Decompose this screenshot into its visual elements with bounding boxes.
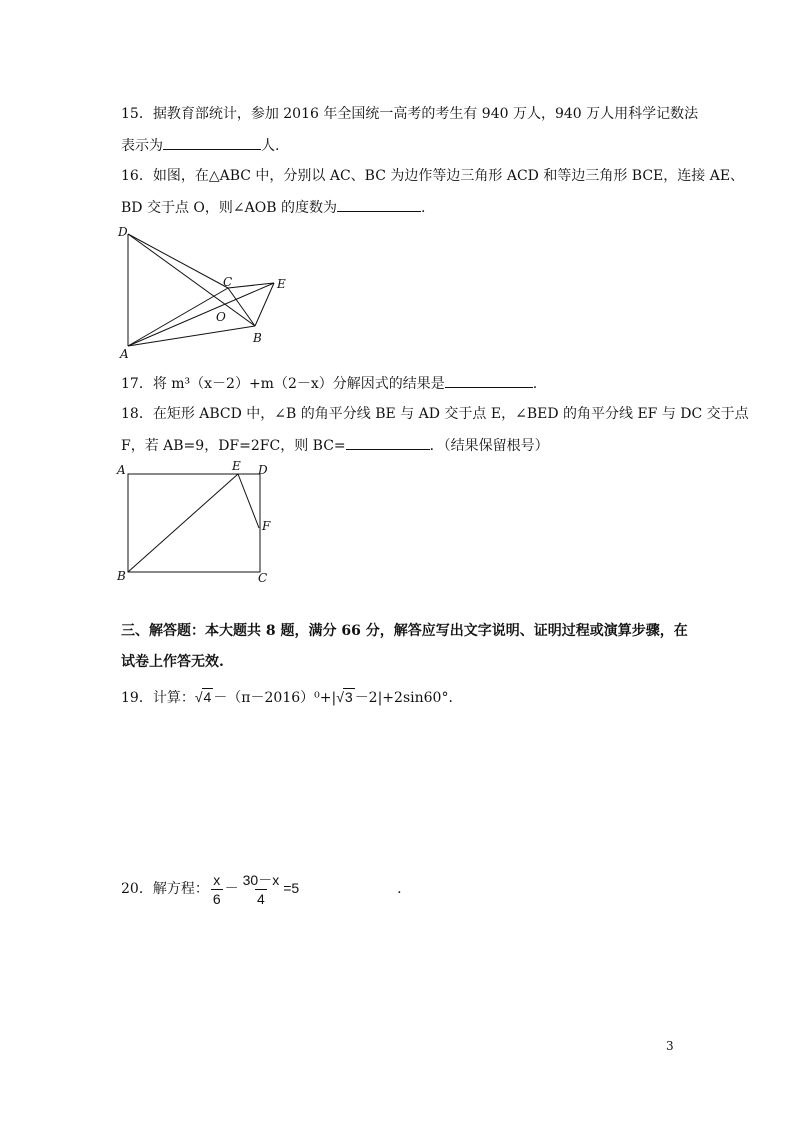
q15-line1: 15．据教育部统计，参加 2016 年全国统一高考的考生有 940 万人，940 万人用科学记数法	[121, 106, 699, 122]
q18-answer-blank[interactable]	[346, 435, 430, 450]
q18-line2-after: ．（结果保留根号）	[429, 438, 549, 454]
q16-line2-after: .	[420, 200, 426, 216]
segment-ef	[238, 474, 259, 528]
q17-before: 17．将 m³（x－2）+m（2－x）分解因式的结果是	[121, 376, 445, 392]
radicand-4: 4	[203, 689, 212, 705]
fraction-x-over-6	[211, 871, 223, 908]
label-e: E	[232, 459, 241, 473]
label-d: D	[118, 225, 128, 239]
q16-figure	[112, 222, 292, 362]
label-b: B	[253, 331, 262, 345]
q20-prefix: 20．解方程：	[121, 881, 209, 897]
minus-sign: －	[224, 880, 239, 896]
q15-line2-after: 人.	[261, 138, 280, 154]
q17-line	[121, 373, 537, 394]
q16-line2-before: BD 交于点 O，则∠AOB 的度数为	[121, 200, 337, 216]
q16-figure-lines	[128, 234, 274, 346]
label-c: C	[223, 275, 233, 289]
segment-ab	[128, 326, 255, 346]
q18-figure	[112, 458, 282, 588]
numerator: x	[213, 871, 221, 888]
q19-prefix: 19．计算：	[121, 690, 195, 706]
equation-rhs: =5	[283, 880, 300, 896]
label-d: D	[258, 463, 268, 477]
label-e: E	[277, 277, 286, 291]
numerator: 30－x	[242, 871, 280, 888]
q19-mid: －（π－2016）⁰+|	[213, 690, 337, 706]
label-c: C	[258, 571, 268, 585]
q20-end: .	[397, 881, 402, 897]
label-f: F	[262, 519, 271, 533]
denominator: 4	[257, 890, 265, 907]
q20-line	[121, 868, 402, 909]
sqrt-4	[195, 687, 213, 708]
page-number: 3	[666, 1039, 674, 1053]
section3-heading-line2: 试卷上作答无效.	[121, 654, 224, 670]
label-o: O	[216, 310, 226, 324]
q19-suffix: －2|+2sin60°．	[354, 690, 463, 706]
q15-answer-blank[interactable]	[163, 135, 261, 150]
segment-be	[128, 474, 238, 572]
segment-dc	[128, 234, 228, 288]
q18-line1: 18．在矩形 ABCD 中，∠B 的角平分线 BE 与 AD 交于点 E，∠BED 的角平分线 EF 与 DC 交于点	[121, 406, 749, 422]
section3-heading-line1: 三、解答题：本大题共 8 题，满分 66 分，解答应写出文字说明、证明过程或演算步骤，在	[121, 623, 688, 639]
sqrt-3	[336, 687, 354, 708]
radical-sign-icon: √	[336, 689, 344, 705]
rectangle-abcd	[128, 474, 260, 572]
segment-ac	[128, 288, 228, 346]
q15-line2	[121, 135, 279, 156]
label-a: A	[117, 463, 126, 477]
denominator: 6	[212, 890, 221, 907]
q18-line2-before: F，若 AB=9，DF=2FC，则 BC=	[121, 438, 346, 454]
q17-after: .	[532, 376, 538, 392]
label-a: A	[120, 347, 129, 361]
q16-line2	[121, 197, 425, 218]
q16-line1: 16．如图，在△ABC 中，分别以 AC、BC 为边作等边三角形 ACD 和等边三角形 BCE，连接 AE、	[121, 168, 745, 184]
fraction-30-minus-x-over-4	[241, 871, 282, 908]
q19-line	[121, 687, 462, 708]
segment-db	[128, 234, 255, 326]
radicand-3: 3	[344, 689, 353, 705]
segment-cb	[228, 288, 255, 326]
q16-answer-blank[interactable]	[337, 197, 421, 212]
q17-answer-blank[interactable]	[445, 373, 533, 388]
label-b: B	[117, 569, 126, 583]
radical-sign-icon: √	[194, 689, 203, 705]
q18-line2	[121, 435, 549, 456]
q18-figure-lines	[128, 474, 260, 572]
q15-line2-before: 表示为	[121, 138, 163, 154]
